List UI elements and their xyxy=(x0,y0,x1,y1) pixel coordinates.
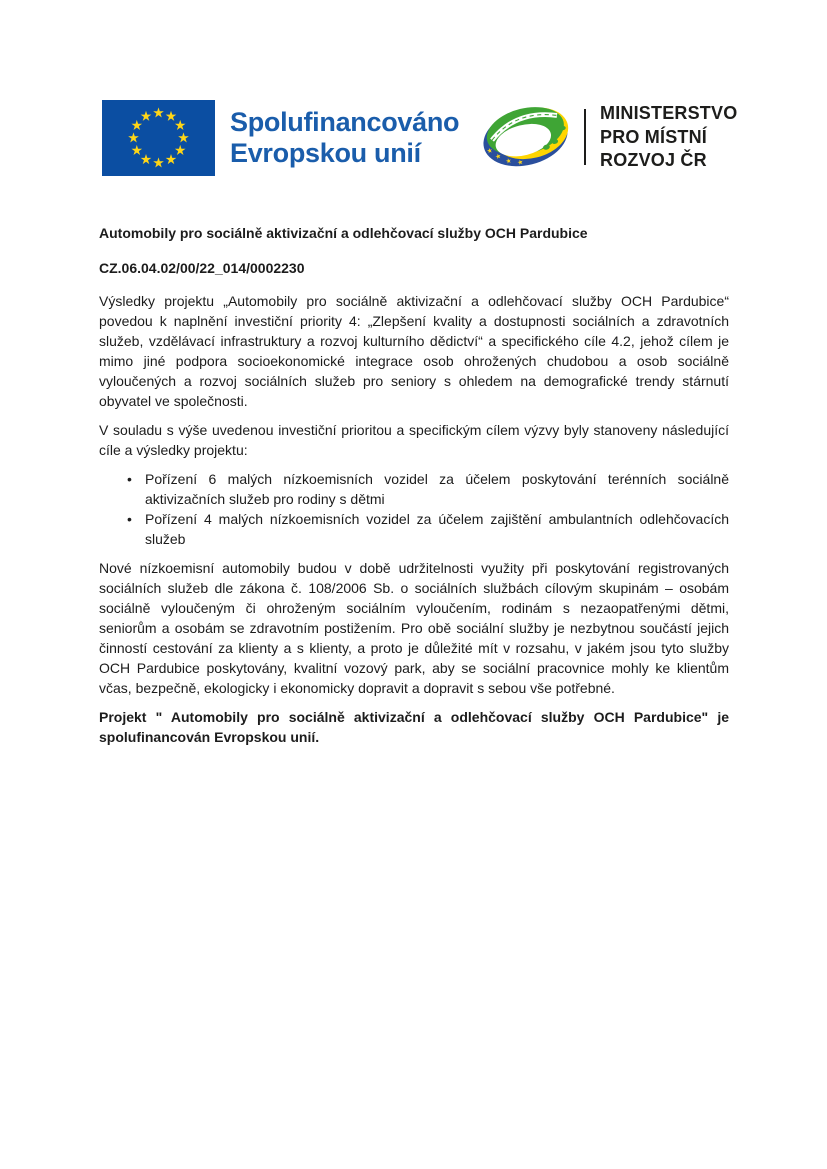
goal-item-vehicles-6: • Pořízení 6 malých nízkoemisních vozidel za účelem poskytování terénních sociálně aktivizačních služeb pro rodiny s dětmi xyxy=(145,469,729,509)
paragraph-goals-intro: V souladu s výše uvedenou investiční prioritou a specifickým cílem výzvy byly stanoveny následující cíle a výsledky projektu: xyxy=(99,422,729,458)
eu-cofunding-caption xyxy=(230,107,459,169)
eu-caption-line2: Evropskou unií xyxy=(230,138,421,168)
ministry-name xyxy=(600,102,737,173)
ministry-name-line2: PRO MÍSTNÍ xyxy=(600,126,708,147)
project-code: CZ.06.04.02/00/22_014/0002230 xyxy=(99,260,305,276)
paragraph-sustainability: Nové nízkoemisní automobily budou v době udržitelnosti využity při poskytování registrovaných sociálních služeb dle zákona č. 108/2006 Sb. o sociálních službách cílovým skupinám – osobám sociálně vyloučeným či ohroženým sociálním vyloučením, rodinám s nezaopatřenými dětmi, seniorům a osobám se zdravotním postižením. Pro obě sociální služby je nezbytnou součástí jejich činností cestování za klienty a s klienty, a proto je důležité mít v rozsahu, v jakém jsou tyto služby OCH Pardubice poskytovány, kvalitní vozový park, aby se sociální pracovnice mohly ke klientům včas, bezpečně, ekologicky i ekonomicky dopravit a dopravit s sebou vše potřebné. xyxy=(99,560,729,696)
goal-item-vehicles-4: • Pořízení 4 malých nízkoemisních vozidel za účelem zajištění ambulantních odlehčovacích služeb xyxy=(145,509,729,549)
project-title: Automobily pro sociálně aktivizační a odlehčovací služby OCH Pardubice xyxy=(99,225,588,241)
ministry-logo-icon xyxy=(477,103,574,172)
eu-flag-icon xyxy=(102,100,215,176)
eu-caption-line1: Spolufinancováno xyxy=(230,107,460,137)
document-body xyxy=(99,223,729,756)
paragraph-cofinancing-note: Projekt " Automobily pro sociálně aktivizační a odlehčovací služby OCH Pardubice" je spolufinancován Evropskou unií. xyxy=(99,709,729,745)
ministry-name-line3: ROZVOJ ČR xyxy=(600,150,707,170)
vertical-divider xyxy=(584,109,586,165)
ministry-logo-lockup xyxy=(477,102,737,173)
paragraph-project-results: Výsledky projektu „Automobily pro sociálně aktivizační a odlehčovací služby OCH Pardubice“ povedou k naplnění investiční priority 4: „Zlepšení kvality a dostupnosti sociálních a zdravotních služeb, vzdělávací infrastruktury a rozvoj kulturního dědictví“ a specifického cíle 4.2, jehož cílem je mimo jiné podpora socioekonomické integrace osob ohrožených chudobou a osob sociálně vyloučených a rozvoj sociálních služeb pro seniory s ohledem na demografické trendy stárnutí obyvatel ve společnosti. xyxy=(99,293,729,409)
eu-cofunding-logo xyxy=(102,100,459,176)
ministry-name-line1: MINISTERSTVO xyxy=(600,103,738,123)
goals-list xyxy=(99,469,729,549)
